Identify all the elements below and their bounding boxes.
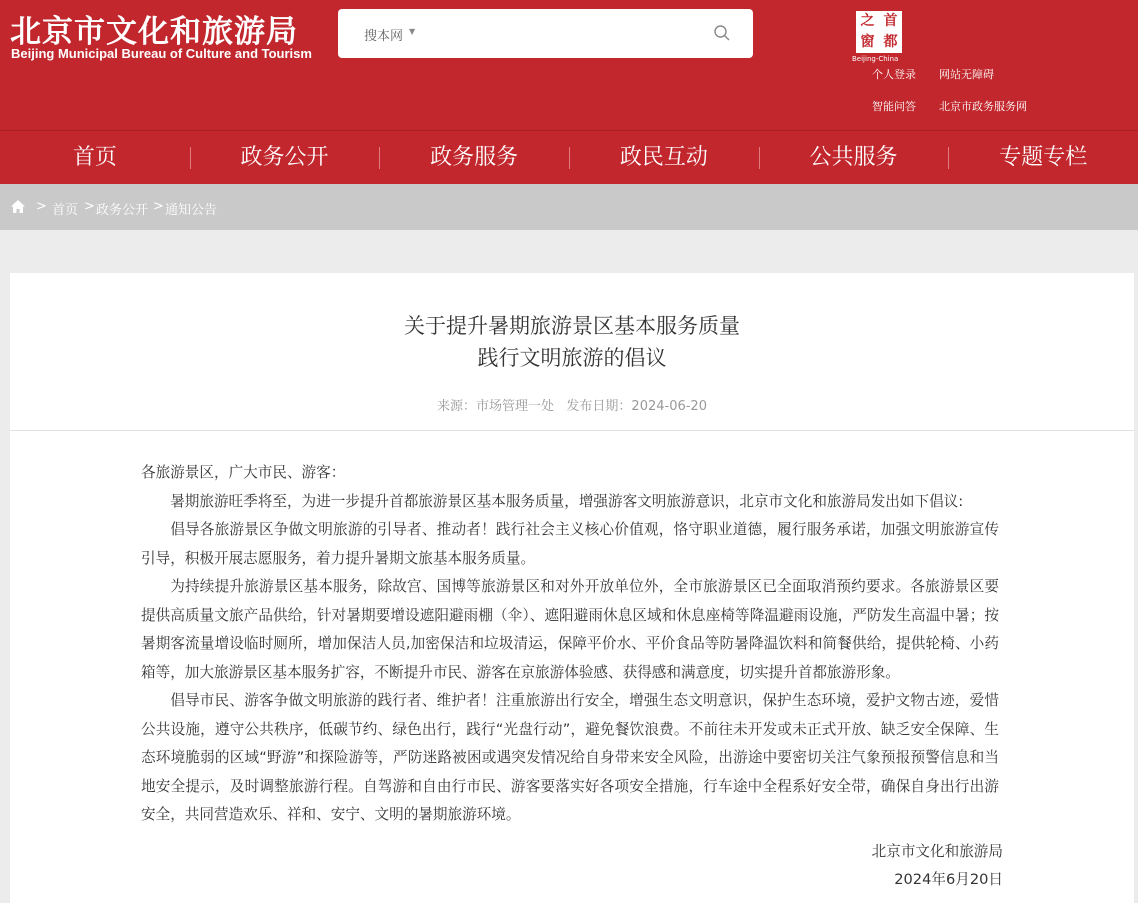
site-logo-subtitle: Beijing Municipal Bureau of Culture and Tourism: [11, 46, 312, 61]
breadcrumb-home[interactable]: 首页: [52, 203, 79, 218]
signature-date: 2024年6月20日: [894, 871, 1003, 888]
article-paragraph: 倡导市民、游客争做文明旅游的践行者、维护者！注重旅游出行安全，增强生态文明意识，保护生态环境，爱护文物古迹，爱惜公共设施，遵守公共秩序，低碳节约、绿色出行，践行“光盘行动”，避免餐饮浪费。不前往未开发或未正式开放、缺乏安全保障、生态环境脆弱的区域“野游”和探险游等，严防迷路被困或遇突发情况给自身带来安全风险，出游途中要密切关注气象预报预警信息和当地安全提示，及时调整旅游行程。自驾游和自由行市民、游客要落实好各项安全措施，行车途中全程系好安全带，确保自身出行出游安全，共同营造欢乐、祥和、安宁、文明的暑期旅游环境。: [141, 692, 999, 823]
site-logo-title[interactable]: 北京市文化和旅游局: [10, 14, 298, 50]
main-nav: [0, 130, 1138, 184]
nav-interaction[interactable]: 政民互动: [569, 131, 759, 184]
article-paragraph: 倡导各旅游景区争做文明旅游的引导者、推动者！践行社会主义核心价值观，恪守职业道德，履行服务承诺，加强文明旅游宣传引导，积极开展志愿服务，着力提升暑期文旅基本服务质量。: [141, 521, 999, 567]
article-paragraph: 各旅游景区，广大市民、游客：: [141, 464, 346, 481]
breadcrumb-gov-affairs-open[interactable]: 政务公开: [96, 203, 149, 218]
site-header: [0, 0, 1138, 130]
seal-caption: Beijing-China: [852, 55, 899, 63]
article-title: [10, 310, 1134, 374]
nav-gov-services[interactable]: 政务服务: [379, 131, 569, 184]
home-icon[interactable]: [11, 200, 25, 213]
search-box: [338, 9, 753, 58]
search-icon[interactable]: [713, 24, 731, 42]
nav-gov-affairs-open[interactable]: 政务公开: [190, 131, 380, 184]
breadcrumb: [0, 184, 1138, 230]
smart-qa-link[interactable]: 智能问答: [872, 100, 916, 113]
breadcrumb-separator: >: [84, 199, 95, 214]
article-paragraph: 为持续提升旅游景区基本服务，除故宫、国博等旅游景区和对外开放单位外，全市旅游景区已全面取消预约要求。各旅游景区要提供高质量文旅产品供给，针对暑期要增设遮阳避雨棚（伞）、遮阳避雨休息区域和休息座椅等降温避雨设施，严防发生高温中暑；按暑期客流量增设临时厕所，增加保洁人员,加密保洁和垃圾清运，保障平价水、平价食品等防暑降温饮料和简餐供给，提供轮椅、小药箱等，加大旅游景区基本服务扩容，不断提升市民、游客在京旅游体验感、获得感和满意度，切实提升首都旅游形象。: [141, 578, 999, 681]
nav-public-services[interactable]: 公共服务: [759, 131, 949, 184]
nav-home[interactable]: 首页: [72, 145, 117, 170]
article-date: 发布日期：2024-06-20: [566, 399, 707, 414]
seal-char: 都: [883, 34, 898, 50]
breadcrumb-notices[interactable]: 通知公告: [165, 203, 218, 218]
article-source: 来源：市场管理一处: [437, 399, 555, 414]
divider: [10, 430, 1134, 431]
search-input[interactable]: [433, 17, 693, 50]
article-meta: [10, 395, 1134, 414]
breadcrumb-separator: >: [36, 199, 47, 214]
article-paragraph: 暑期旅游旺季将至，为进一步提升首都旅游景区基本服务质量，增强游客文明旅游意识，北京市文化和旅游局发出如下倡议:: [170, 492, 964, 510]
gov-service-link[interactable]: 北京市政务服务网: [939, 100, 1027, 113]
capital-window-seal[interactable]: [856, 11, 902, 53]
article-body: [141, 459, 999, 830]
caret-down-icon[interactable]: ▼: [409, 27, 416, 36]
nav-special-topics[interactable]: 专题专栏: [948, 131, 1138, 184]
seal-char: 首: [883, 13, 898, 29]
search-scope-select[interactable]: 搜本网: [364, 29, 404, 44]
article-panel: [10, 273, 1134, 903]
seal-char: 窗: [860, 34, 875, 50]
article-title-line: 践行文明旅游的倡议: [477, 346, 667, 370]
breadcrumb-separator: >: [153, 199, 164, 214]
signature-org: 北京市文化和旅游局: [871, 843, 1003, 860]
seal-char: 之: [860, 13, 875, 29]
article-title-line: 关于提升暑期旅游景区基本服务质量: [404, 314, 740, 338]
personal-login-link[interactable]: 个人登录: [872, 68, 916, 81]
accessibility-link[interactable]: 网站无障碍: [939, 68, 994, 81]
